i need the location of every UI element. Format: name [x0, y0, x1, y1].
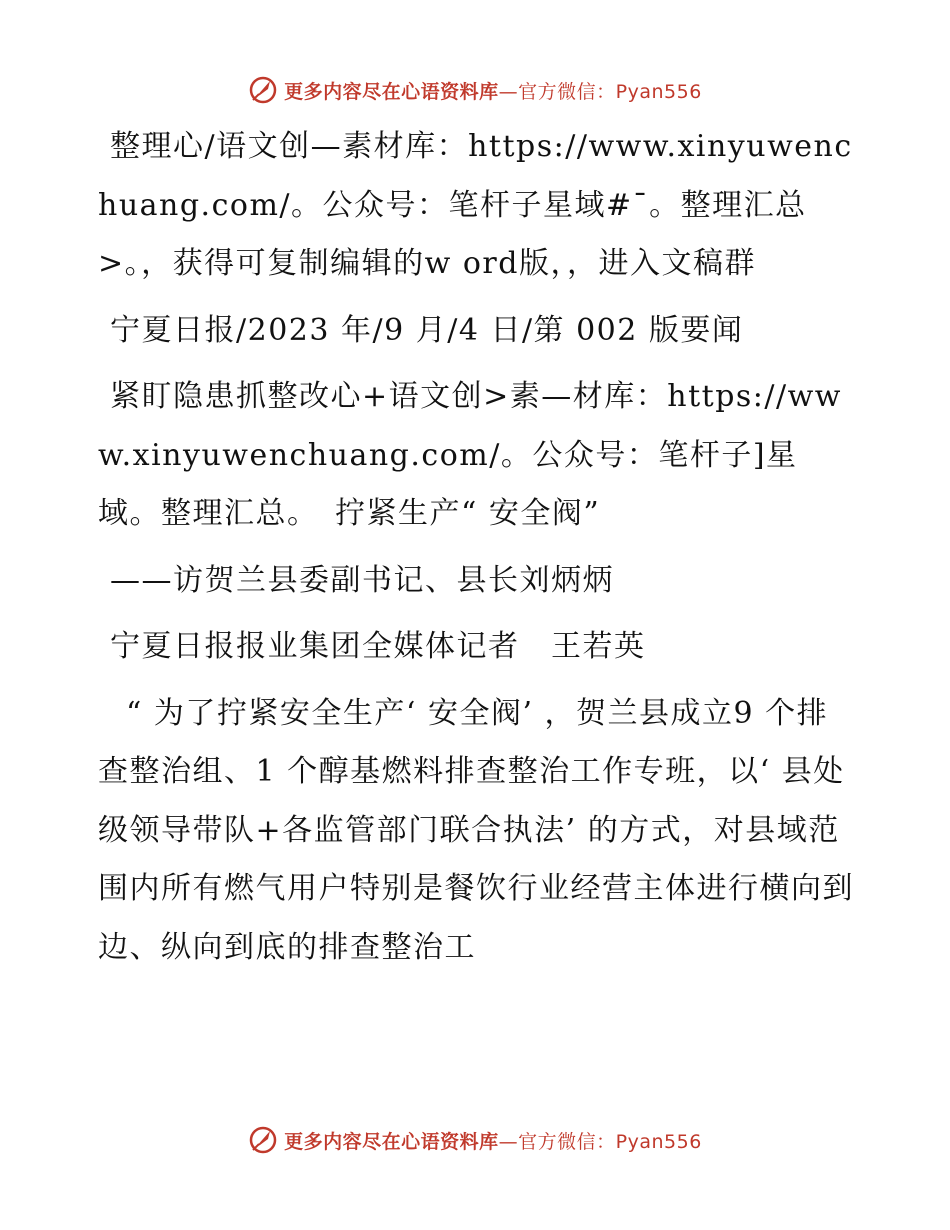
watermark-text: [284, 77, 702, 104]
watermark-contact: 官方微信：Pyan556: [518, 1130, 702, 1153]
quill-logo-icon: [248, 1125, 278, 1155]
publication-line: 宁夏日报/2023 年/9 月/4 日/第 002 版要闻: [110, 312, 744, 348]
watermark-main: 更多内容尽在心语资料库: [284, 80, 499, 103]
watermark-contact: 官方微信：Pyan556: [518, 80, 702, 103]
article-subtitle: ——访贺兰县委副书记、县长刘炳炳: [110, 562, 614, 598]
document-body: [98, 118, 858, 985]
byline: 宁夏日报报业集团全媒体记者 王若英: [110, 629, 646, 664]
watermark-separator: —: [498, 80, 519, 103]
watermark-separator: —: [498, 1130, 519, 1153]
article-title: 紧盯隐患抓整改心+语文创>素—材库：https://www.xinyuwenchuang.com/。公众号：笔杆子]星域。整理汇总。 拧紧生产“ 安全阀”: [98, 379, 842, 531]
source-note-paragraph: 整理心/语文创—素材库：https://www.xinyuwenchuang.com/。公众号：笔杆子星域#¯。整理汇总>。，获得可复制编辑的w ord版，，进入文稿群: [98, 129, 853, 281]
quill-logo-icon: [248, 75, 278, 105]
body-paragraph: “ 为了拧紧安全生产‘ 安全阀’ ，贺兰县成立9 个排查整治组、1 个醇基燃料排查整治工作专班，以‘ 县处级领导带队+各监管部门联合执法’ 的方式，对县域范围内所有燃气用户特别是餐饮行业经营主体进行横向到边、纵向到底的排查整治工: [98, 695, 854, 965]
watermark-main: 更多内容尽在心语资料库: [284, 1130, 499, 1153]
watermark-text: [284, 1127, 702, 1154]
header-watermark: [0, 70, 950, 110]
footer-watermark: [0, 1120, 950, 1160]
